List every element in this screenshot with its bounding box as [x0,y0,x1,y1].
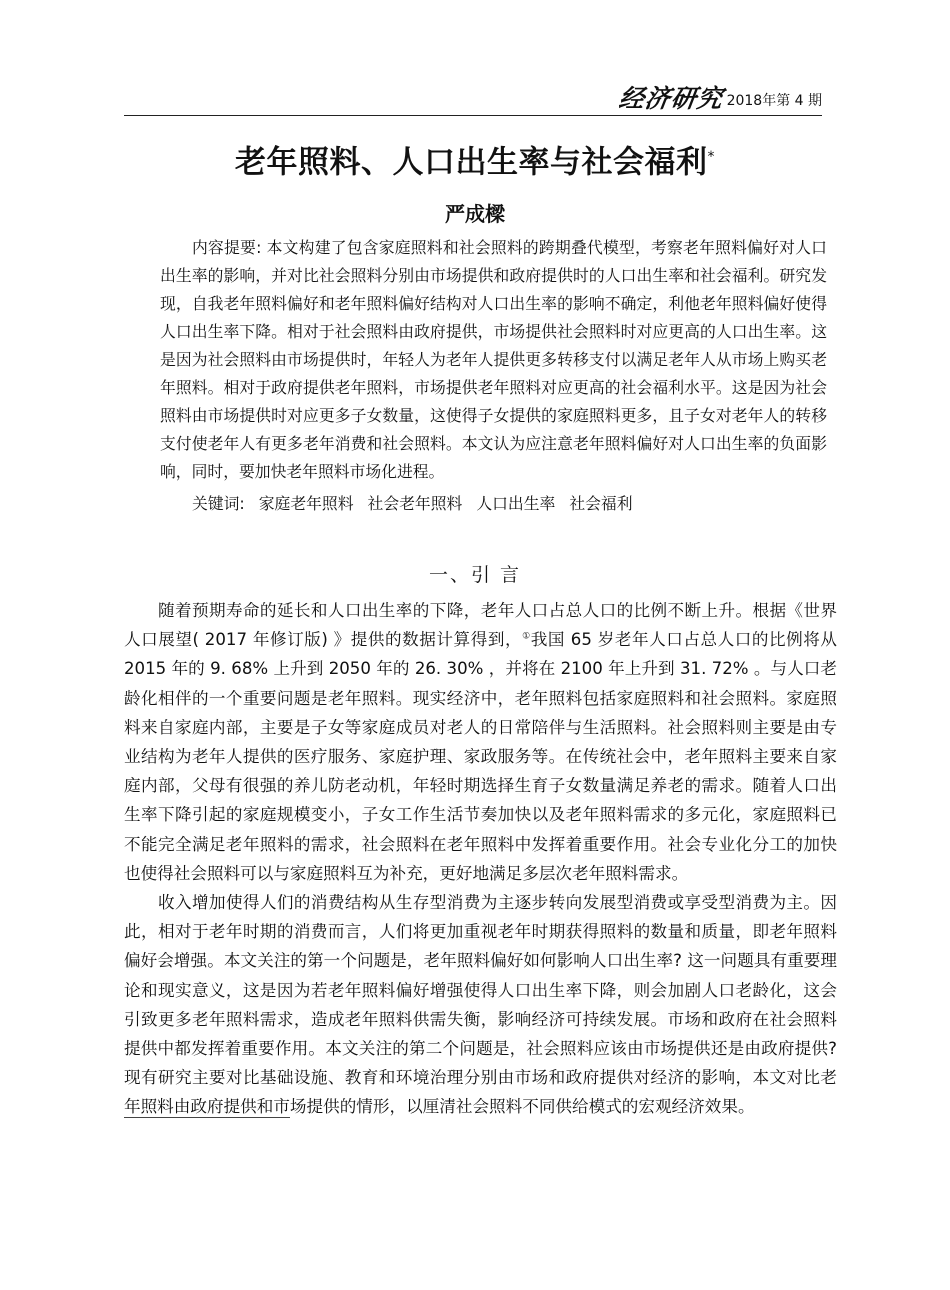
body-text [124,596,837,1122]
footnote-marker[interactable]: ① [522,631,531,642]
footnote-divider [124,1117,290,1118]
abstract-paragraph [160,234,827,486]
keyword-item: 社会福利 [569,494,633,513]
keyword-item: 家庭老年照料 [258,494,354,513]
section-heading: 一、引 言 [428,564,522,586]
journal-logo: 经济研究 [616,84,725,113]
running-header [124,84,822,116]
body-paragraph: 收入增加使得人们的消费结构从生存型消费为主逐步转向发展型消费或享受型消费为主。因此，相对于老年时期的消费而言，人们将更加重视老年时期获得照料的数量和质量，即老年照料偏好会增强。本文关注的第一个问题是，老年照料偏好如何影响人口出生率? 这一问题具有重要理论和现实意义，这是因为若老年照料偏好增强使得人口出生率下降，则会加剧人口老龄化，这会引致更多老年照料需求，造成老年照料供需失衡，影响经济可持续发展。市场和政府在社会照料提供中都发挥着重要作用。本文关注的第二个问题是，社会照料应该由市场提供还是由政府提供? 现有研究主要对比基础设施、教育和环境治理分别由市场和政府提供对经济的影响，本文对比老年照料由政府提供和市场提供的情形，以厘清社会照料不同供给模式的宏观经济效果。 [124,893,837,1117]
body-paragraph-text: 我国 65 岁老年人口占总人口的比例将从 2015 年的 9. 68% 上升到 2050 年的 26. 30% ，并将在 2100 年上升到 31. 72% 。与人口老龄化相伴的一个重要问题是老年照料。现实经济中，老年照料包括家庭照料和社会照料。家庭照料来自家庭内部，主要是子女等家庭成员对老人的日常陪伴与生活照料。社会照料则主要是由专业结构为老年人提供的医疗服务、家庭护理、家政服务等。在传统社会中，老年照料主要来自家庭内部，父母有很强的养儿防老动机，年轻时期选择生育子女数量满足养老的需求。随着人口出生率下降引起的家庭规模变小，子女工作生活节奏加快以及老年照料需求的多元化，家庭照料已不能完全满足老年照料的需求，社会照料在老年照料中发挥着重要作用。社会专业化分工的加快也使得社会照料可以与家庭照料互为补充，更好地满足多层次老年照料需求。 [124,630,837,883]
keyword-item: 社会老年照料 [367,494,463,513]
author-name: 严成樑 [445,202,505,226]
body-paragraph-text: 随着预期寿命的延长和人口出生率的下降，老年人口占总人口的比例不断上升。根据《世界人口展望( 2017 年修订版) 》提供的数据计算得到， [124,601,837,650]
body-paragraph [124,596,837,888]
keyword-item: 人口出生率 [476,494,556,513]
keywords [160,490,827,518]
article-title-text: 老年照料、人口出生率与社会福利 [235,144,708,181]
abstract-label: 内容提要: [192,238,262,257]
issue-label: 2018年第 4 期 [726,93,822,109]
abstract-text: 本文构建了包含家庭照料和社会照料的跨期叠代模型，考察老年照料偏好对人口出生率的影响，并对比社会照料分别由市场提供和政府提供时的人口出生率和社会福利。研究发现，自我老年照料偏好和老年照料偏好结构对人口出生率的影响不确定，利他老年照料偏好使得人口出生率下降。相对于社会照料由政府提供，市场提供社会照料时对应更高的人口出生率。这是因为社会照料由市场提供时，年轻人为老年人提供更多转移支付以满足老年人从市场上购买老年照料。相对于政府提供老年照料，市场提供老年照料对应更高的社会福利水平。这是因为社会照料由市场提供时对应更多子女数量，这使得子女提供的家庭照料更多，且子女对老年人的转移支付使老年人有更多老年消费和社会照料。本文认为应注意老年照料偏好对人口出生率的负面影响，同时，要加快老年照料市场化进程。 [160,238,827,481]
title-footnote-mark: * [707,149,715,165]
keywords-label: 关键词: [192,494,245,513]
article-title [0,134,950,185]
abstract [160,234,827,486]
